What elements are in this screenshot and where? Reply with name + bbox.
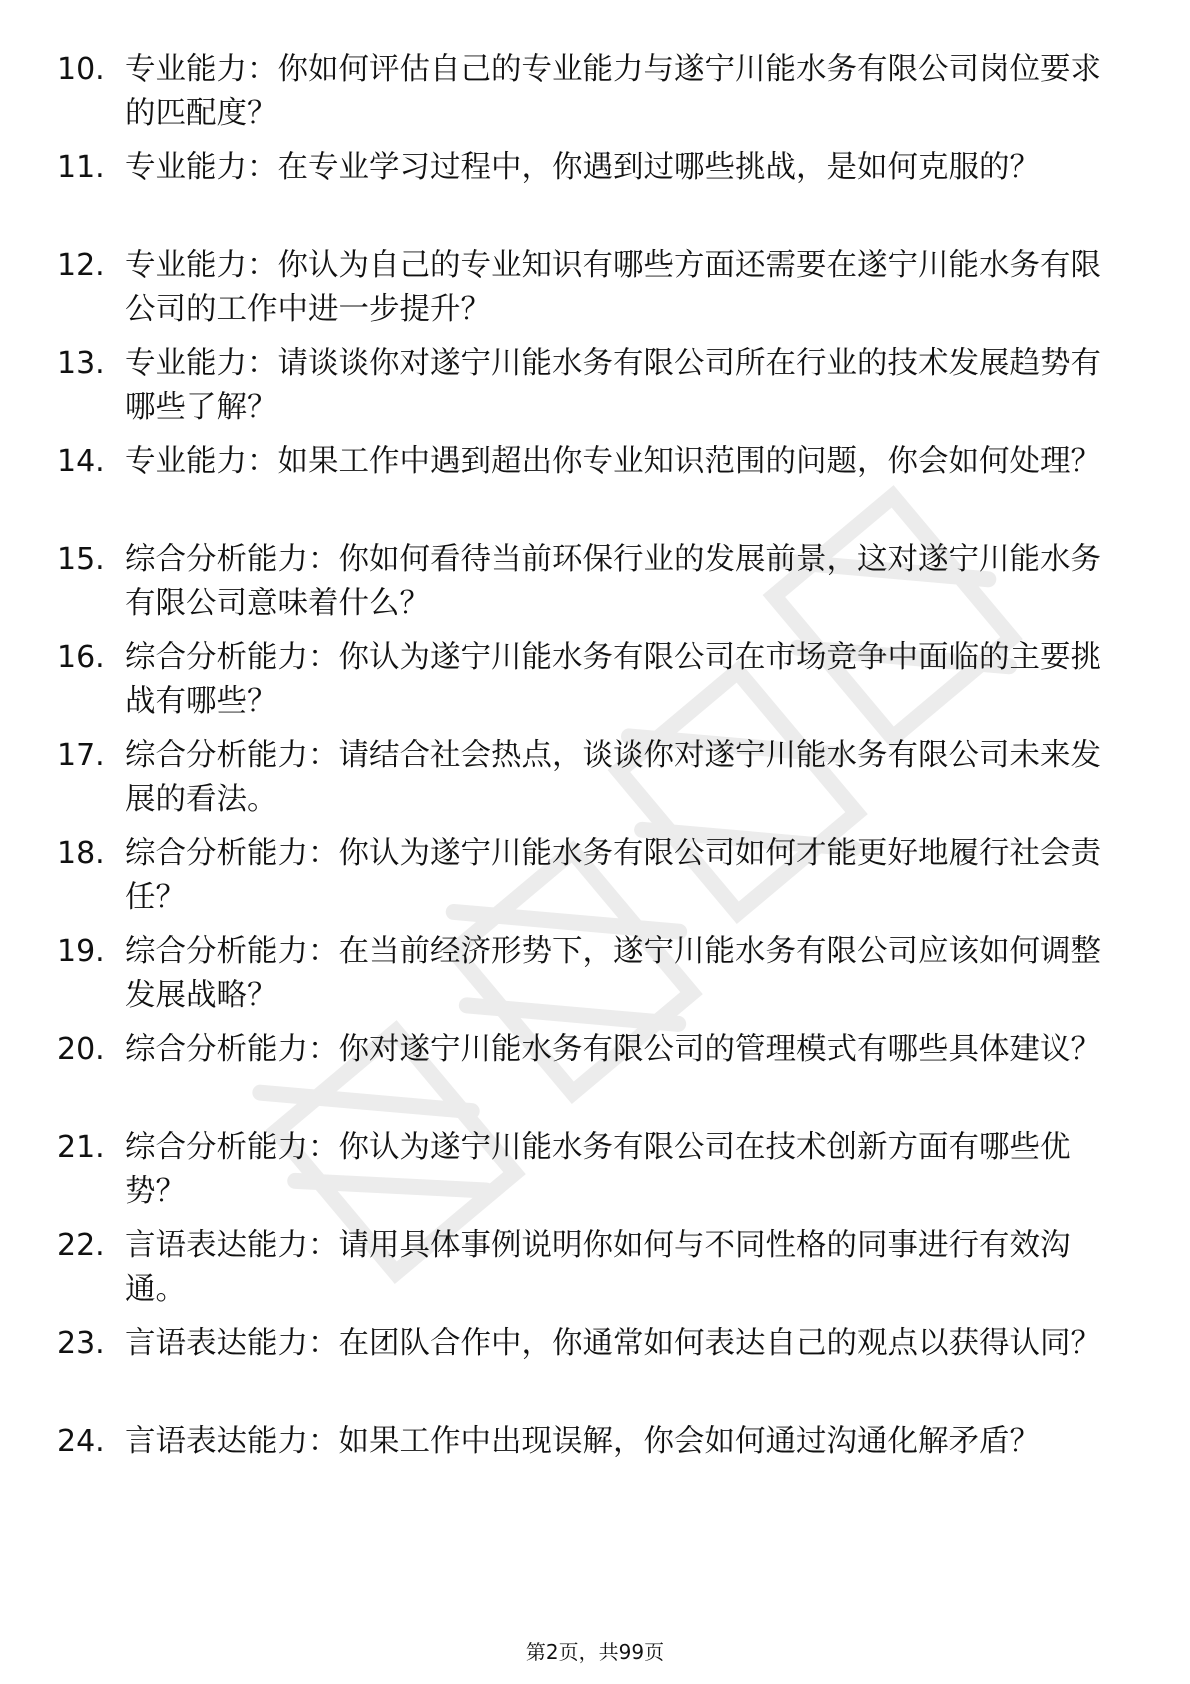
question-number: 15. <box>57 542 105 577</box>
question-number: 10. <box>57 52 105 87</box>
question-number: 21. <box>57 1130 105 1165</box>
question-item <box>0 1420 1190 1518</box>
question-item <box>0 440 1190 538</box>
question-text: 综合分析能力：在当前经济形势下，遂宁川能水务有限公司应该如何调整发展战略？ <box>125 934 1101 1013</box>
question-text: 专业能力：如果工作中遇到超出你专业知识范围的问题，你会如何处理？ <box>125 444 1101 479</box>
question-text: 言语表达能力：在团队合作中，你通常如何表达自己的观点以获得认同？ <box>125 1326 1101 1361</box>
question-list <box>0 48 1190 1518</box>
question-item <box>0 832 1190 930</box>
question-text: 综合分析能力：你认为遂宁川能水务有限公司如何才能更好地履行社会责任？ <box>125 836 1101 915</box>
question-number: 23. <box>57 1326 105 1361</box>
question-item <box>0 146 1190 244</box>
question-text: 综合分析能力：你对遂宁川能水务有限公司的管理模式有哪些具体建议？ <box>125 1032 1101 1067</box>
page-number: 第2页，共99页 <box>525 1640 665 1664</box>
question-item <box>0 244 1190 342</box>
question-text: 专业能力：在专业学习过程中，你遇到过哪些挑战，是如何克服的？ <box>125 150 1040 185</box>
question-number: 11. <box>57 150 105 185</box>
question-text: 综合分析能力：你如何看待当前环保行业的发展前景，这对遂宁川能水务有限公司意味着什么？ <box>125 542 1101 621</box>
question-text: 专业能力：你如何评估自己的专业能力与遂宁川能水务有限公司岗位要求的匹配度？ <box>125 52 1101 131</box>
question-item <box>0 930 1190 1028</box>
question-number: 22. <box>57 1228 105 1263</box>
question-item <box>0 342 1190 440</box>
question-number: 24. <box>57 1424 105 1459</box>
question-item <box>0 1322 1190 1420</box>
question-item <box>0 636 1190 734</box>
question-number: 13. <box>57 346 105 381</box>
question-text: 言语表达能力：如果工作中出现误解，你会如何通过沟通化解矛盾？ <box>125 1424 1040 1459</box>
question-text: 综合分析能力：你认为遂宁川能水务有限公司在市场竞争中面临的主要挑战有哪些？ <box>125 640 1101 719</box>
question-item <box>0 1028 1190 1126</box>
question-text: 专业能力：请谈谈你对遂宁川能水务有限公司所在行业的技术发展趋势有哪些了解？ <box>125 346 1101 425</box>
question-number: 14. <box>57 444 105 479</box>
question-text: 综合分析能力：你认为遂宁川能水务有限公司在技术创新方面有哪些优势？ <box>125 1130 1071 1209</box>
question-item <box>0 48 1190 146</box>
question-number: 12. <box>57 248 105 283</box>
question-item <box>0 538 1190 636</box>
question-text: 言语表达能力：请用具体事例说明你如何与不同性格的同事进行有效沟通。 <box>125 1228 1071 1307</box>
question-number: 17. <box>57 738 105 773</box>
question-number: 19. <box>57 934 105 969</box>
question-number: 20. <box>57 1032 105 1067</box>
question-item <box>0 1224 1190 1322</box>
question-item <box>0 1126 1190 1224</box>
question-text: 专业能力：你认为自己的专业知识有哪些方面还需要在遂宁川能水务有限公司的工作中进一步提升？ <box>125 248 1101 327</box>
question-text: 综合分析能力：请结合社会热点，谈谈你对遂宁川能水务有限公司未来发展的看法。 <box>125 738 1101 817</box>
question-number: 18. <box>57 836 105 871</box>
question-item <box>0 734 1190 832</box>
question-number: 16. <box>57 640 105 675</box>
